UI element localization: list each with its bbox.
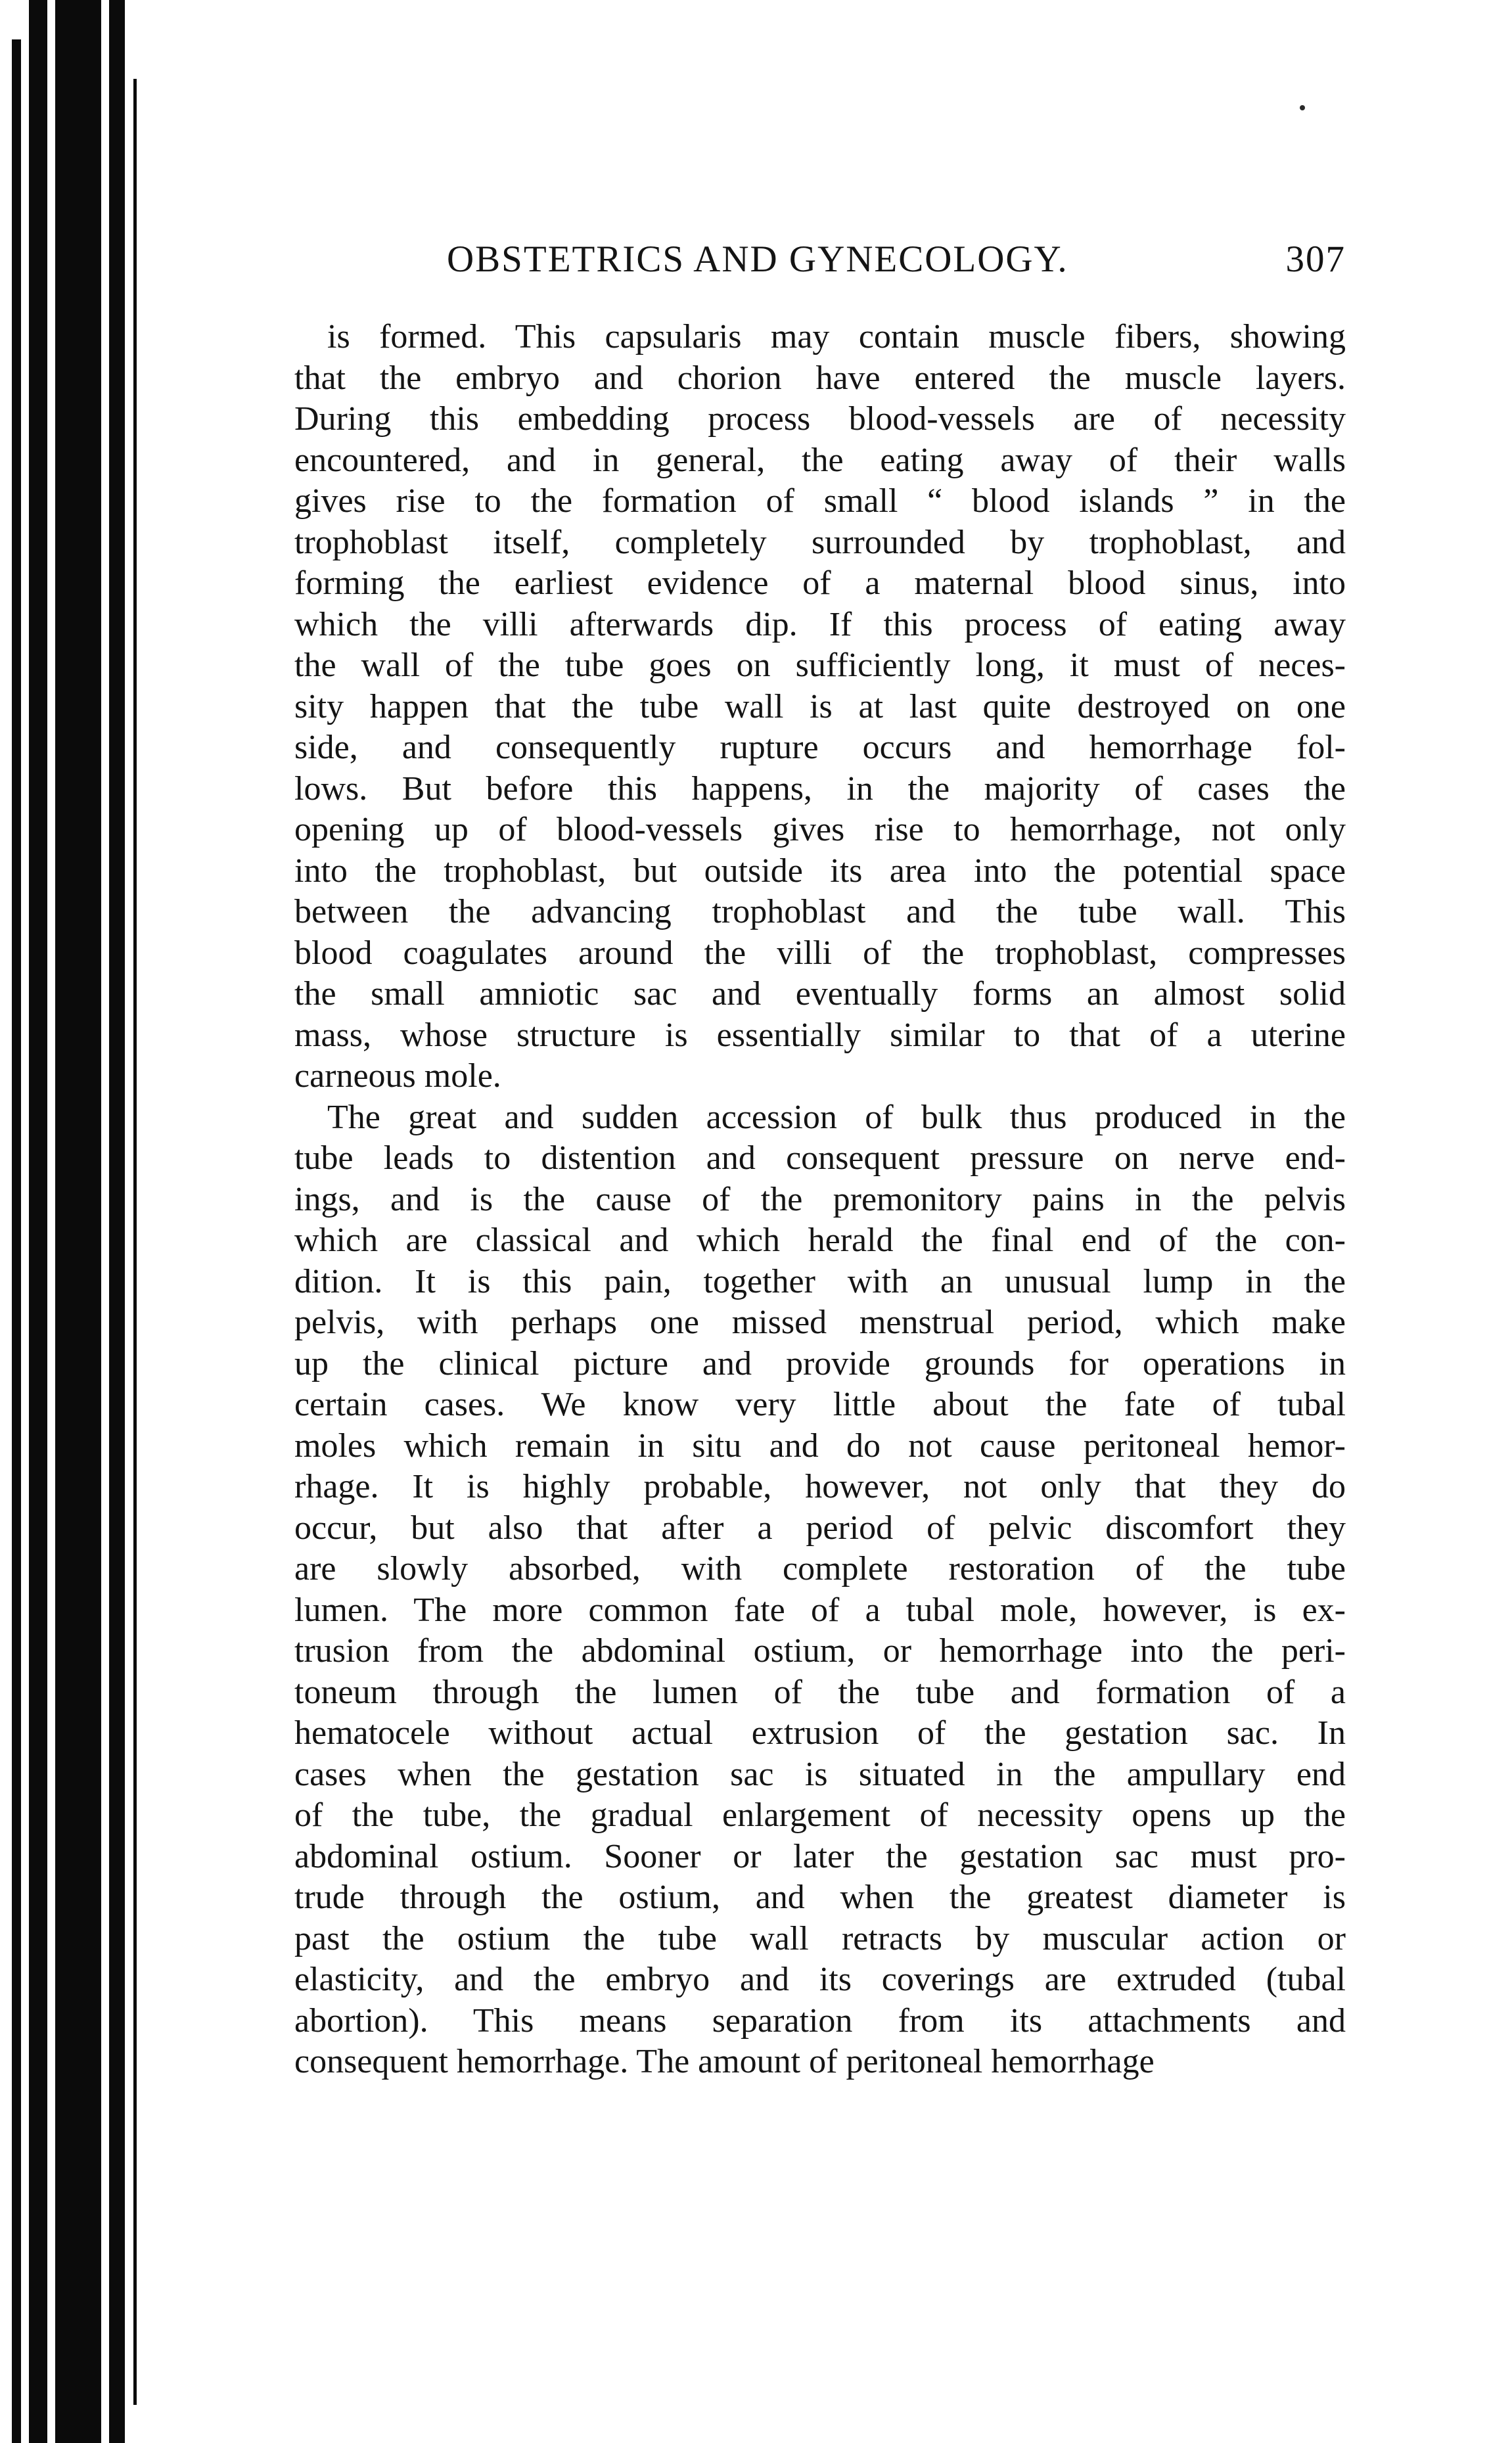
text-line: gives rise to the formation of small “ blood islands ” in the bbox=[294, 482, 1346, 520]
scan-speck bbox=[1300, 105, 1305, 110]
running-head-title: OBSTETRICS AND GYNECOLOGY. bbox=[447, 239, 1068, 280]
text-line: carneous mole. bbox=[294, 1057, 501, 1095]
text-line: lumen. The more common fate of a tubal mole, however, is ex- bbox=[294, 1591, 1346, 1629]
text-line: past the ostium the tube wall retracts by muscular action or bbox=[294, 1919, 1346, 1957]
text-line: trude through the ostium, and when the greatest diameter is bbox=[294, 1879, 1346, 1916]
text-line: opening up of blood-vessels gives rise to hemorrhage, not only bbox=[294, 811, 1346, 848]
page-binding-edge bbox=[0, 0, 151, 2443]
page-number: 307 bbox=[1285, 239, 1346, 280]
paragraph bbox=[294, 1097, 1346, 2083]
text-line: abdominal ostium. Sooner or later the gestation sac must pro- bbox=[294, 1837, 1346, 1875]
text-line: abortion). This means separation from its attachments and bbox=[294, 2001, 1346, 2040]
text-line: encountered, and in general, the eating away of their walls bbox=[294, 441, 1346, 479]
text-line: tube leads to distention and consequent pressure on nerve end- bbox=[294, 1139, 1346, 1177]
text-line: The great and sudden accession of bulk thus produced in the bbox=[327, 1098, 1346, 1136]
text-line: the wall of the tube goes on sufficiently long, it must of neces- bbox=[294, 647, 1346, 684]
body-text bbox=[294, 317, 1346, 2083]
text-line: certain cases. We know very little about the fate of tubal bbox=[294, 1386, 1346, 1423]
text-line: rhage. It is highly probable, however, not only that they do bbox=[294, 1468, 1346, 1505]
text-line: trophoblast itself, completely surrounded by trophoblast, and bbox=[294, 523, 1346, 561]
text-line: elasticity, and the embryo and its coverings are extruded (tubal bbox=[294, 1961, 1346, 1998]
text-line: up the clinical picture and provide grounds for operations in bbox=[294, 1344, 1346, 1382]
text-line: cases when the gestation sac is situated in the ampullary end bbox=[294, 1755, 1346, 1793]
text-line: blood coagulates around the villi of the trophoblast, compresses bbox=[294, 934, 1346, 972]
text-line: trusion from the abdominal ostium, or hemorrhage into the peri- bbox=[294, 1632, 1346, 1670]
text-line: is formed. This capsularis may contain muscle fibers, showing bbox=[327, 318, 1346, 355]
text-line: hematocele without actual extrusion of the gestation sac. In bbox=[294, 1714, 1346, 1752]
text-line: moles which remain in situ and do not cause peritoneal hemor- bbox=[294, 1427, 1346, 1465]
text-line: between the advancing trophoblast and the tube wall. This bbox=[294, 893, 1346, 930]
text-line: forming the earliest evidence of a maternal blood sinus, into bbox=[294, 564, 1346, 602]
text-line: into the trophoblast, but outside its area into the potential space bbox=[294, 852, 1346, 890]
text-line: are slowly absorbed, with complete restoration of the tube bbox=[294, 1550, 1346, 1587]
text-line: which the villi afterwards dip. If this process of eating away bbox=[294, 605, 1346, 643]
text-line: the small amniotic sac and eventually forms an almost solid bbox=[294, 975, 1346, 1013]
text-line: During this embedding process blood-vessels are of necessity bbox=[294, 400, 1346, 438]
text-line: consequent hemorrhage. The amount of peritoneal hemorrhage bbox=[294, 2043, 1155, 2080]
text-line: pelvis, with perhaps one missed menstrual period, which make bbox=[294, 1304, 1346, 1341]
text-line: sity happen that the tube wall is at last quite destroyed on one bbox=[294, 687, 1346, 725]
text-line: occur, but also that after a period of pelvic discomfort they bbox=[294, 1509, 1346, 1547]
text-line: that the embryo and chorion have entered the muscle layers. bbox=[294, 359, 1346, 397]
text-line: of the tube, the gradual enlargement of necessity opens up the bbox=[294, 1796, 1346, 1834]
text-line: which are classical and which herald the final end of the con- bbox=[294, 1222, 1346, 1259]
running-head bbox=[447, 230, 1346, 289]
text-line: lows. But before this happens, in the majority of cases the bbox=[294, 769, 1346, 808]
text-line: mass, whose structure is essentially similar to that of a uterine bbox=[294, 1016, 1346, 1054]
text-line: dition. It is this pain, together with an unusual lump in the bbox=[294, 1262, 1346, 1300]
text-line: side, and consequently rupture occurs and hemorrhage fol- bbox=[294, 729, 1346, 766]
text-line: ings, and is the cause of the premonitory pains in the pelvis bbox=[294, 1180, 1346, 1218]
paragraph bbox=[294, 317, 1346, 1097]
text-line: toneum through the lumen of the tube and formation of a bbox=[294, 1673, 1346, 1711]
